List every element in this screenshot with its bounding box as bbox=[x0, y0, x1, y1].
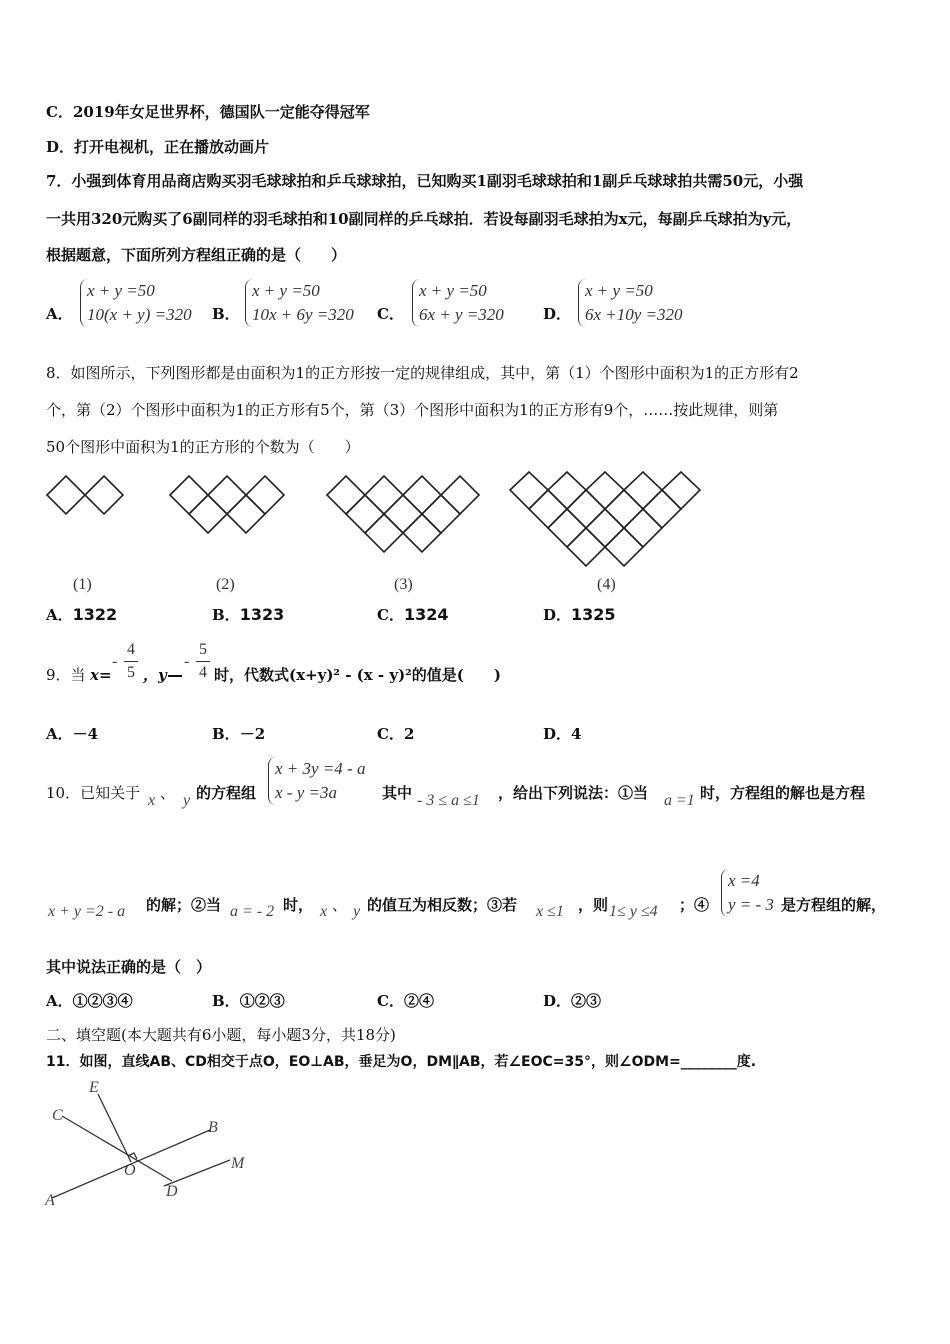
q10-text-10: ；④ bbox=[679, 896, 710, 914]
q9-y-sign: - bbox=[184, 653, 190, 670]
q8-option-d bbox=[543, 605, 616, 625]
q7-option-a-eq1: x + y =50 bbox=[87, 281, 155, 300]
q7-line-1: 7．小强到体育用品商店购买羽毛球球拍和乒乓球球拍，已知购买1副羽毛球球拍和1副乒乓球球拍共需50元，小强 bbox=[46, 172, 804, 190]
q8-figure-4 bbox=[510, 472, 700, 566]
q9-x-numerator: 4 bbox=[127, 641, 135, 658]
q10-a-eq-minus-2: a = - 2 bbox=[230, 903, 275, 920]
q10-text-2: 的方程组 bbox=[196, 784, 257, 802]
q10-text-1: 10．已知关于 bbox=[46, 784, 141, 802]
q7-option-c-eq2: 6x + y =320 bbox=[419, 305, 504, 324]
q9-option-c-value: 2 bbox=[403, 725, 415, 743]
q7-option-c-label: C． bbox=[377, 305, 404, 323]
q10-text-9: ，则 bbox=[578, 896, 609, 914]
q9-suffix: 时，代数式(x+y)² - (x - y)²的值是( ) bbox=[214, 666, 501, 684]
q10-a-eq-1: a =1 bbox=[664, 792, 695, 809]
q8-option-c bbox=[377, 605, 448, 625]
q10-system-eq1: x + 3y =4 - a bbox=[275, 759, 366, 778]
q9-option-c bbox=[377, 724, 414, 744]
q9-y-label: ，y bbox=[143, 666, 167, 684]
q9-y-denominator: 4 bbox=[199, 664, 207, 681]
q7-option-b-label: B． bbox=[212, 305, 240, 323]
q6-option-d: D．打开电视机，正在播放动画片 bbox=[46, 138, 270, 156]
q7-option-a-label: A． bbox=[46, 305, 73, 323]
q8-figure-3-label: (3) bbox=[394, 576, 413, 593]
q7-option-b-eq1: x + y =50 bbox=[252, 281, 320, 300]
q8-option-a-value: 1322 bbox=[72, 605, 118, 624]
q10-var-x-2: x bbox=[320, 903, 328, 920]
q9-option-b-label: B． bbox=[212, 725, 240, 743]
q7-option-c-system bbox=[412, 279, 504, 327]
q8-option-a bbox=[46, 605, 117, 625]
q11-label-d: D bbox=[166, 1183, 178, 1200]
q10-text-4: ，给出下列说法：①当 bbox=[498, 784, 649, 802]
q7-option-b-eq2: 10x + 6y =320 bbox=[252, 305, 354, 324]
q8-figure-3 bbox=[327, 476, 479, 552]
q10-option-a bbox=[46, 991, 133, 1011]
q7-option-b-system bbox=[245, 279, 354, 327]
q8-line-2: 个，第（2）个图形中面积为1的正方形有5个，第（3）个图形中面积为1的正方形有9个，……按此规律，则第 bbox=[46, 401, 779, 419]
q7-option-d-system bbox=[578, 279, 683, 327]
q10-text-3: 其中 bbox=[382, 784, 413, 802]
q8-option-c-label: C． bbox=[377, 606, 404, 624]
q7-option-d-label: D． bbox=[543, 305, 572, 323]
q7-line-2: 一共用320元购买了6副同样的羽毛球拍和10副同样的乒乓球拍．若设每副羽毛球拍为x元，每副乒乓球拍为y元， bbox=[46, 210, 802, 228]
q8-pattern-figure bbox=[0, 470, 950, 600]
q9-option-a-value: －4 bbox=[72, 725, 99, 743]
q11-text: 11．如图，直线AB、CD相交于点O，EO⊥AB，垂足为O，DM∥AB，若∠EOC=35°，则∠ODM=________度. bbox=[46, 1054, 757, 1070]
q9-option-d-value: 4 bbox=[571, 725, 582, 743]
q9-x-sign: - bbox=[112, 653, 118, 670]
q10-option-d bbox=[543, 991, 601, 1011]
q8-option-b-value: 1323 bbox=[239, 605, 285, 624]
q10-var-y-2: y bbox=[353, 903, 361, 920]
q8-option-c-value: 1324 bbox=[403, 605, 449, 624]
q10-range: - 3 ≤ a ≤1 bbox=[417, 792, 480, 809]
q9-y-equals-line bbox=[168, 675, 182, 677]
q10-option-d-value: ②③ bbox=[571, 992, 602, 1010]
q11-label-o: O bbox=[124, 1162, 136, 1179]
q9-y-fraction bbox=[196, 641, 210, 682]
q8-option-d-label: D． bbox=[543, 606, 572, 624]
q9-option-a bbox=[46, 724, 98, 744]
q8-line-1: 8．如图所示，下列图形都是由面积为1的正方形按一定的规律组成，其中，第（1）个图形中面积为1的正方形有2 bbox=[46, 364, 799, 382]
q11-label-c: C bbox=[52, 1107, 63, 1124]
q10-option-b-value: ①②③ bbox=[239, 992, 285, 1010]
q9-prefix: 9．当 bbox=[46, 666, 86, 684]
q7-option-d-eq1: x + y =50 bbox=[585, 281, 653, 300]
q11-label-m: M bbox=[231, 1155, 245, 1172]
line-cd bbox=[62, 1116, 172, 1181]
q10-x-le-1: x ≤1 bbox=[536, 903, 564, 920]
q7-option-a-eq2: 10(x + y) =320 bbox=[87, 305, 192, 324]
q9-option-d-label: D． bbox=[543, 725, 572, 743]
q10-solution-eq2: y = - 3 bbox=[728, 895, 774, 914]
q10-text-5: 时，方程组的解也是方程 bbox=[700, 784, 866, 802]
q8-figure-1 bbox=[47, 476, 123, 514]
q10-option-a-value: ①②③④ bbox=[72, 992, 133, 1010]
q10-text-11: 是方程组的解， bbox=[781, 896, 887, 914]
q10-system bbox=[268, 757, 365, 805]
q10-text-7: 时， bbox=[283, 896, 314, 914]
q10-option-c bbox=[377, 991, 434, 1011]
q10-equation-line-2: x + y =2 - a bbox=[48, 903, 126, 920]
q9-option-b-value: －2 bbox=[239, 725, 266, 743]
section-2-title: 二、填空题(本大题共有6小题，每小题3分，共18分) bbox=[46, 1026, 396, 1044]
q10-text-6: 的解；②当 bbox=[146, 896, 222, 914]
q10-separator: 、 bbox=[160, 784, 176, 802]
q10-text-8: 的值互为相反数；③若 bbox=[367, 896, 518, 914]
q10-line-3: 其中说法正确的是（ ） bbox=[46, 958, 212, 976]
q8-figure-2-label: (2) bbox=[216, 576, 235, 593]
q8-figure-1-label: (1) bbox=[73, 576, 92, 593]
q10-solution-system bbox=[721, 869, 774, 917]
q9-option-a-label: A． bbox=[46, 725, 73, 743]
q10-option-c-value: ②④ bbox=[403, 992, 434, 1010]
q9-option-c-label: C． bbox=[377, 725, 404, 743]
q9-option-b bbox=[212, 724, 265, 744]
q10-option-b-label: B． bbox=[212, 992, 240, 1010]
q7-line-3: 根据题意，下面所列方程组正确的是（ ） bbox=[46, 246, 347, 264]
q8-option-a-label: A． bbox=[46, 606, 73, 624]
q9-y-fraction-bar bbox=[196, 661, 210, 662]
q8-option-b-label: B． bbox=[212, 606, 240, 624]
q10-solution-eq1: x =4 bbox=[728, 871, 760, 890]
q9-y-numerator: 5 bbox=[199, 641, 207, 658]
q8-line-3: 50个图形中面积为1的正方形的个数为（ ） bbox=[46, 438, 360, 456]
q10-separator-2: 、 bbox=[332, 896, 348, 914]
q11-label-a: A bbox=[45, 1192, 55, 1209]
q9-x-denominator: 5 bbox=[127, 664, 135, 681]
q7-option-d-eq2: 6x +10y =320 bbox=[585, 305, 683, 324]
q10-y-range: 1≤ y ≤4 bbox=[609, 903, 658, 920]
q10-system-eq2: x - y =3a bbox=[275, 783, 337, 802]
q11-geometry-figure bbox=[40, 1078, 280, 1213]
q9-x-fraction bbox=[124, 641, 138, 682]
q10-option-c-label: C． bbox=[377, 992, 404, 1010]
q10-var-x: x bbox=[148, 792, 156, 809]
q8-option-d-value: 1325 bbox=[571, 605, 616, 624]
q10-option-d-label: D． bbox=[543, 992, 572, 1010]
q9-option-d bbox=[543, 724, 581, 744]
q10-var-y: y bbox=[183, 792, 191, 809]
q6-option-c: C．2019年女足世界杯，德国队一定能夺得冠军 bbox=[46, 103, 370, 121]
q9-x-fraction-bar bbox=[124, 661, 138, 662]
q10-option-b bbox=[212, 991, 285, 1011]
line-eo bbox=[98, 1094, 131, 1162]
q8-figure-4-label: (4) bbox=[597, 576, 616, 593]
q8-figure-2 bbox=[170, 476, 284, 533]
q9-x-label: x= bbox=[90, 666, 112, 684]
q7-option-c-eq1: x + y =50 bbox=[419, 281, 487, 300]
q11-label-e: E bbox=[89, 1079, 99, 1096]
q10-option-a-label: A． bbox=[46, 992, 73, 1010]
q8-option-b bbox=[212, 605, 284, 625]
q11-label-b: B bbox=[208, 1119, 218, 1136]
q7-option-a-system bbox=[80, 279, 192, 327]
